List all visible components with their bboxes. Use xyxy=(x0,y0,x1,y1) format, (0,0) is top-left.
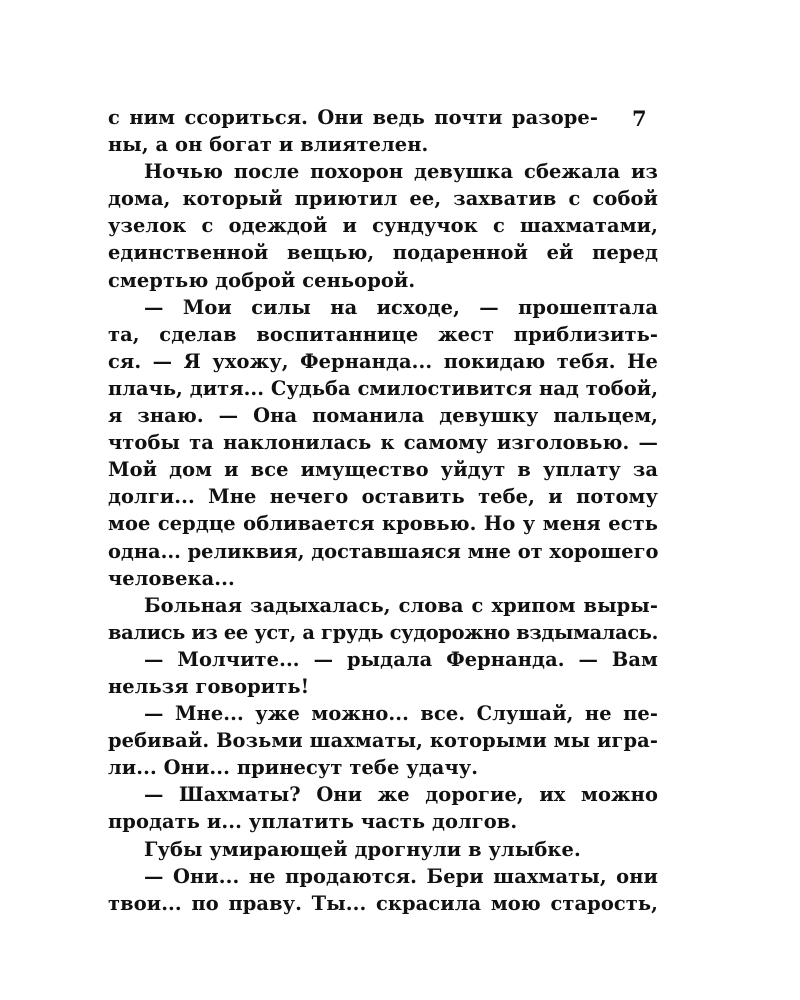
text-line: чтобы та наклонилась к самому изголовью. — xyxy=(108,431,658,455)
text-line: Мой дом и все имущество уйдут в уплату за xyxy=(108,458,658,482)
text-line: ли... Они... принесут тебе удачу. xyxy=(108,756,479,780)
text-line: дома, который приютил ее, захватив с собой xyxy=(108,187,658,211)
page-number: 7 xyxy=(632,106,647,131)
text-line: — Мне... уже можно... все. Слушай, не пе- xyxy=(144,702,658,726)
text-line: единственной вещью, подаренной ей перед xyxy=(108,241,658,265)
text-line: — Молчите... — рыдала Фернанда. — Вам xyxy=(144,647,658,671)
text-line: я знаю. — Она поманила девушку пальцем, xyxy=(108,404,658,428)
text-line: плачь, дитя... Судьба смилостивится над тобой, xyxy=(108,376,658,400)
text-line: с ним ссориться. Они ведь почти разоре- xyxy=(108,106,598,129)
text-line: — Шахматы? Они же дорогие, их можно xyxy=(144,783,658,807)
text-line: ребивай. Возьми шахматы, которыми мы игра- xyxy=(108,729,658,753)
text-line: ся. — Я ухожу, Фернанда... покидаю тебя. Не xyxy=(108,349,658,373)
text-line: Губы умирающей дрогнули в улыбке. xyxy=(144,837,581,861)
text-line: ны, а он богат и влиятелен. xyxy=(108,133,429,157)
text-line: — Они... не продаются. Бери шахматы, они xyxy=(144,864,658,888)
text-line: мое сердце обливается кровью. Но у меня есть xyxy=(108,512,658,536)
text-line: вались из ее уст, а грудь судорожно вздымалась. xyxy=(108,620,658,644)
text-line: нельзя говорить! xyxy=(108,674,310,698)
body-text xyxy=(108,104,658,917)
text-line: человека... xyxy=(108,566,235,590)
text-line: смертью доброй сеньорой. xyxy=(108,268,416,292)
text-line: — Мои силы на исходе, — прошептала xyxy=(144,295,658,319)
text-line: Ночью после похорон девушка сбежала из xyxy=(144,160,658,184)
text-line: Больная задыхалась, слова с хрипом выры- xyxy=(144,593,658,617)
text-line: одна... реликвия, доставшаяся мне от хорошего xyxy=(108,539,658,563)
text-line: долги... Мне нечего оставить тебе, и потому xyxy=(108,485,658,509)
text-line: твои... по праву. Ты... скрасила мою старость, xyxy=(108,891,658,915)
text-line: узелок с одеждой и сундучок с шахматами, xyxy=(108,214,658,238)
text-line: та, сделав воспитаннице жест приблизить- xyxy=(108,322,658,346)
text-line: продать и... уплатить часть долгов. xyxy=(108,810,518,834)
